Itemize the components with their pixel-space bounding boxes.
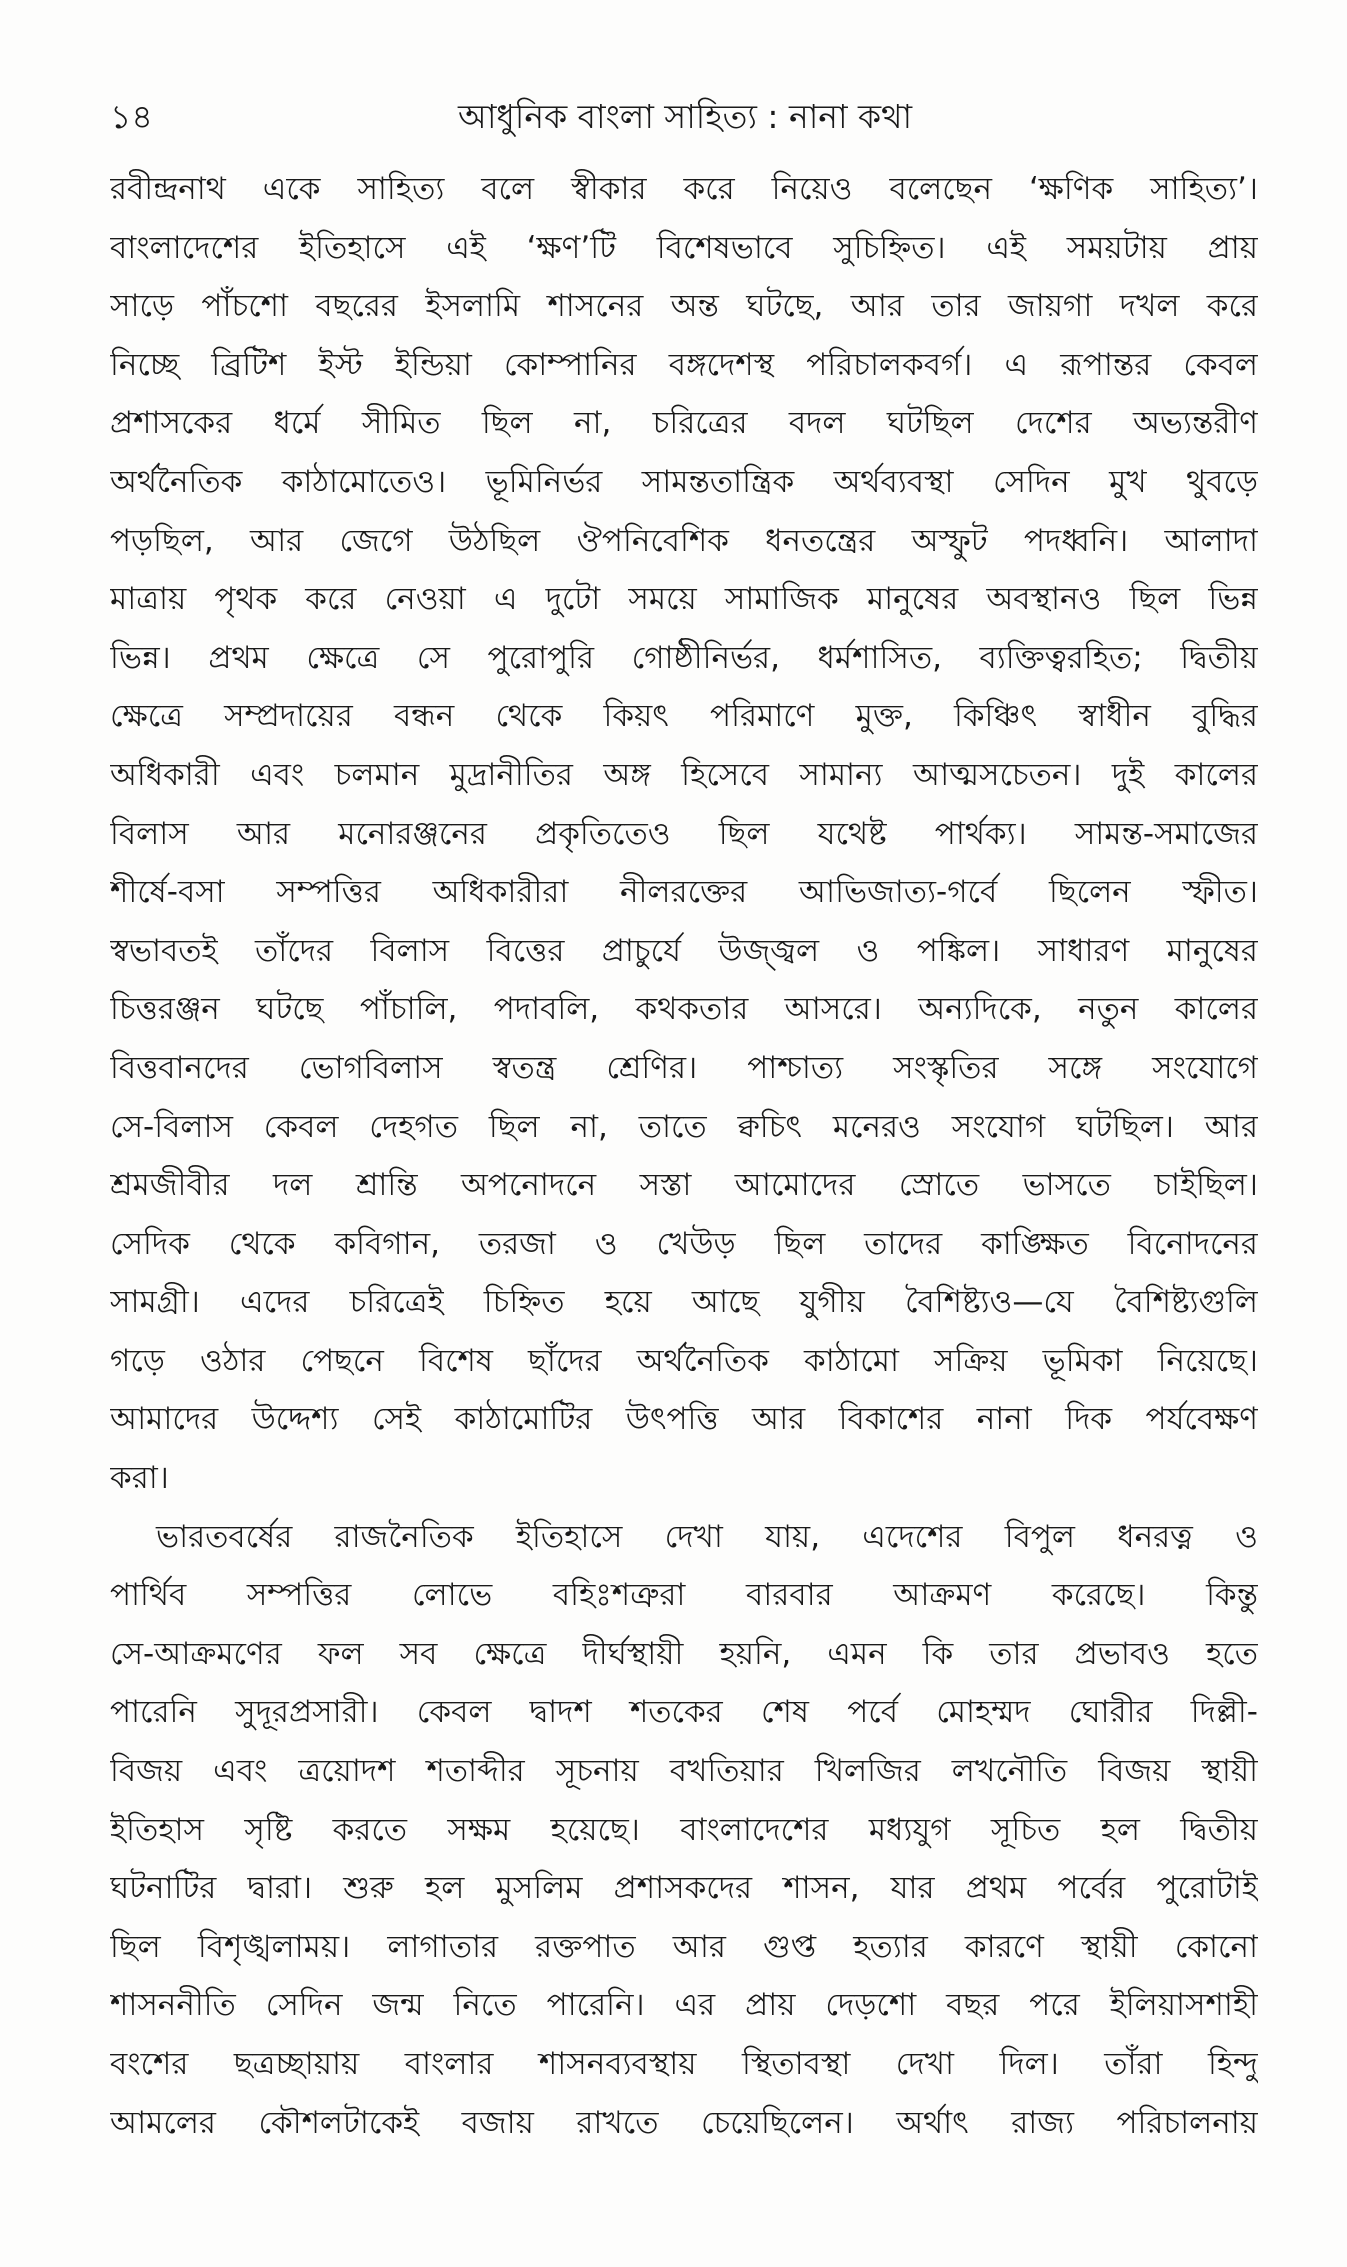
text-line: সে-বিলাস কেবল দেহগত ছিল না, তাতে ক্বচিৎ মনেরও সংযোগ ঘটছিল। আর bbox=[110, 1108, 1258, 1145]
text-line: পারেনি সুদূরপ্রসারী। কেবল দ্বাদশ শতকের শেষ পর্বে মোহম্মদ ঘোরীর দিল্লী- bbox=[110, 1694, 1258, 1731]
text-line: স্বভাবতই তাঁদের বিলাস বিত্তের প্রাচুর্যে উজ্জ্বল ও পঙ্কিল। সাধারণ মানুষের bbox=[110, 932, 1258, 969]
text-line: বিত্তবানদের ভোগবিলাস স্বতন্ত্র শ্রেণির। পাশ্চাত্য সংস্কৃতির সঙ্গে সংযোগে bbox=[110, 1049, 1258, 1086]
text-line: শ্রমজীবীর দল শ্রান্তি অপনোদনে সস্তা আমোদের স্রোতে ভাসতে চাইছিল। bbox=[110, 1167, 1258, 1204]
page-number: ১৪ bbox=[110, 97, 153, 136]
text-line: আমলের কৌশলটাকেই বজায় রাখতে চেয়েছিলেন। অর্থাৎ রাজ্য পরিচালনায় bbox=[110, 2104, 1258, 2141]
running-title: আধুনিক বাংলা সাহিত্য : নানা কথা bbox=[457, 97, 913, 136]
text-line: গড়ে ওঠার পেছনে বিশেষ ছাঁদের অর্থনৈতিক কাঠামো সক্রিয় ভূমিকা নিয়েছে। bbox=[110, 1342, 1258, 1379]
text-line: ভিন্ন। প্রথম ক্ষেত্রে সে পুরোপুরি গোষ্ঠীনির্ভর, ধর্মশাসিত, ব্যক্তিত্বরহিত; দ্বিতীয় bbox=[110, 639, 1258, 676]
text-line: সেদিক থেকে কবিগান, তরজা ও খেউড় ছিল তাদের কাঙ্ক্ষিত বিনোদনের bbox=[110, 1225, 1258, 1262]
text-line: পড়ছিল, আর জেগে উঠছিল ঔপনিবেশিক ধনতন্ত্রের অস্ফুট পদধ্বনি। আলাদা bbox=[110, 522, 1258, 559]
text-line: ঘটনাটির দ্বারা। শুরু হল মুসলিম প্রশাসকদের শাসন, যার প্রথম পর্বের পুরোটাই bbox=[110, 1870, 1258, 1907]
text-line: রবীন্দ্রনাথ একে সাহিত্য বলে স্বীকার করে নিয়েও বলেছেন ‘ক্ষণিক সাহিত্য’। bbox=[110, 171, 1258, 207]
text-line: প্রশাসকের ধর্মে সীমিত ছিল না, চরিত্রের বদল ঘটছিল দেশের অভ্যন্তরীণ bbox=[110, 405, 1258, 442]
text-line: করা। bbox=[110, 1460, 169, 1497]
text-line: আমাদের উদ্দেশ্য সেই কাঠামোটির উৎপত্তি আর বিকাশের নানা দিক পর্যবেক্ষণ bbox=[110, 1401, 1258, 1438]
paragraph-1 bbox=[110, 160, 1258, 1508]
text-line: নিচ্ছে ব্রিটিশ ইস্ট ইন্ডিয়া কোম্পানির বঙ্গদেশস্থ পরিচালকবর্গ। এ রূপান্তর কেবল bbox=[110, 346, 1258, 383]
text-line: ছিল বিশৃঙ্খলাময়। লাগাতার রক্তপাত আর গুপ্ত হত্যার কারণে স্থায়ী কোনো bbox=[110, 1928, 1258, 1965]
text-line: শাসননীতি সেদিন জন্ম নিতে পারেনি। এর প্রায় দেড়শো বছর পরে ইলিয়াসশাহী bbox=[110, 1987, 1258, 2024]
page-header bbox=[110, 92, 1260, 142]
paragraph-2 bbox=[110, 1508, 1258, 2153]
text-line: চিত্তরঞ্জন ঘটছে পাঁচালি, পদাবলি, কথকতার আসরে। অন্যদিকে, নতুন কালের bbox=[110, 991, 1258, 1028]
text-line: অধিকারী এবং চলমান মুদ্রানীতির অঙ্গ হিসেবে সামান্য আত্মসচেতন। দুই কালের bbox=[110, 756, 1258, 793]
body-text bbox=[110, 160, 1258, 2152]
text-line: বংশের ছত্রচ্ছায়ায় বাংলার শাসনব্যবস্থায় স্থিতাবস্থা দেখা দিল। তাঁরা হিন্দু bbox=[110, 2046, 1258, 2082]
text-line: সে-আক্রমণের ফল সব ক্ষেত্রে দীর্ঘস্থায়ী হয়নি, এমন কি তার প্রভাবও হতে bbox=[110, 1635, 1258, 1672]
text-line: ক্ষেত্রে সম্প্রদায়ের বন্ধন থেকে কিয়ৎ পরিমাণে মুক্ত, কিঞ্চিৎ স্বাধীন বুদ্ধির bbox=[110, 698, 1258, 735]
text-line: সাড়ে পাঁচশো বছরের ইসলামি শাসনের অন্ত ঘটছে, আর তার জায়গা দখল করে bbox=[110, 288, 1258, 325]
text-line: সামগ্রী। এদের চরিত্রেই চিহ্নিত হয়ে আছে যুগীয় বৈশিষ্ট্যও—যে বৈশিষ্ট্যগুলি bbox=[110, 1284, 1258, 1321]
text-line: বাংলাদেশের ইতিহাসে এই ‘ক্ষণ’টি বিশেষভাবে সুচিহ্নিত। এই সময়টায় প্রায় bbox=[110, 229, 1258, 266]
text-line: ইতিহাস সৃষ্টি করতে সক্ষম হয়েছে। বাংলাদেশের মধ্যযুগ সূচিত হল দ্বিতীয় bbox=[110, 1811, 1258, 1848]
text-line: অর্থনৈতিক কাঠামোতেও। ভূমিনির্ভর সামন্ততান্ত্রিক অর্থব্যবস্থা সেদিন মুখ থুবড়ে bbox=[110, 463, 1258, 500]
text-line: বিজয় এবং ত্রয়োদশ শতাব্দীর সূচনায় বখতিয়ার খিলজির লখনৌতি বিজয় স্থায়ী bbox=[110, 1753, 1258, 1790]
text-line: পার্থিব সম্পত্তির লোভে বহিঃশত্রুরা বারবার আক্রমণ করেছে। কিন্তু bbox=[110, 1577, 1258, 1614]
text-line: বিলাস আর মনোরঞ্জনের প্রকৃতিতেও ছিল যথেষ্ট পার্থক্য। সামন্ত-সমাজের bbox=[110, 815, 1258, 852]
text-line: মাত্রায় পৃথক করে নেওয়া এ দুটো সময়ে সামাজিক মানুষের অবস্থানও ছিল ভিন্ন bbox=[110, 581, 1258, 618]
text-line: শীর্ষে-বসা সম্পত্তির অধিকারীরা নীলরক্তের আভিজাত্য-গর্বে ছিলেন স্ফীত। bbox=[110, 874, 1258, 911]
text-line: ভারতবর্ষের রাজনৈতিক ইতিহাসে দেখা যায়, এদেশের বিপুল ধনরত্ন ও bbox=[156, 1518, 1258, 1555]
